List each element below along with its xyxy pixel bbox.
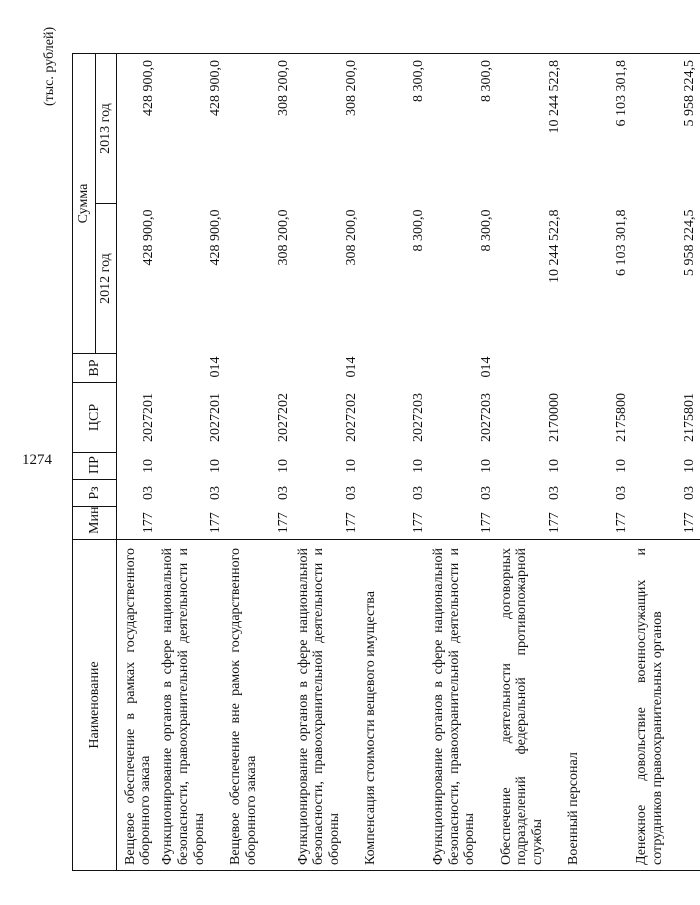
row-min: 177	[564, 507, 632, 540]
row-rz: 03	[682, 486, 698, 500]
row-pr: 10	[411, 459, 427, 473]
row-name: Компенсация стоимости вещевого имущества	[361, 540, 429, 871]
header-pr: ПР	[73, 453, 117, 480]
row-min: 177	[429, 507, 497, 540]
table-row	[226, 54, 294, 871]
row-csr: 2170000	[546, 393, 562, 442]
row-rz: 03	[546, 486, 562, 500]
header-rz: Рз	[73, 480, 117, 507]
row-name: Вещевое обеспечение вне рамок государственного оборонного заказа	[226, 540, 294, 871]
row-min: 177	[226, 507, 294, 540]
row-csr: 2027203	[411, 393, 427, 442]
row-vr	[564, 354, 632, 383]
table-row	[497, 54, 565, 871]
row-rz: 03	[411, 486, 427, 500]
table-row	[429, 54, 497, 871]
row-name: Вещевое обеспечение в рамках государственного оборонного заказа	[116, 540, 158, 871]
row-sum-2013: 5 958 224,5	[632, 54, 700, 204]
row-sum-2012: 428 900,0	[208, 209, 224, 266]
row-sum-2013: 8 300,0	[361, 54, 429, 204]
row-name: Функционирование органов в сфере национальной безопасности, правоохранительной деятельности и обороны	[158, 540, 226, 871]
row-sum-2013: 428 900,0	[116, 54, 158, 204]
row-vr	[116, 354, 158, 383]
row-sum-2012: 6 103 301,8	[614, 209, 630, 276]
row-sum-2012: 5 958 224,5	[682, 209, 698, 276]
unit-note: (тыс. рублей)	[42, 26, 57, 106]
row-sum-2013: 308 200,0	[226, 54, 294, 204]
row-pr: 10	[140, 459, 156, 473]
table-row	[564, 54, 632, 871]
table-row	[116, 54, 158, 871]
row-rz: 03	[343, 486, 359, 500]
row-pr: 10	[682, 459, 698, 473]
table-row	[294, 54, 362, 871]
row-name: Денежное довольствие военнослужащих и сотрудников правоохранительных органов	[632, 540, 700, 871]
row-csr: 2175801	[682, 393, 698, 442]
row-rz: 03	[614, 486, 630, 500]
row-sum-2013: 428 900,0	[158, 54, 226, 204]
row-vr: 014	[208, 356, 224, 378]
header-csr: ЦСР	[73, 383, 117, 453]
row-pr: 10	[343, 459, 359, 473]
header-vr: ВР	[73, 354, 117, 383]
table-row	[632, 54, 700, 871]
row-csr: 2027202	[343, 393, 359, 442]
row-sum-2012: 308 200,0	[343, 209, 359, 266]
header-2013: 2013 год	[96, 54, 117, 204]
row-sum-2012: 8 300,0	[479, 209, 495, 252]
header-sum: Сумма	[73, 54, 96, 354]
row-name: Функционирование органов в сфере национальной безопасности, правоохранительной деятельности и обороны	[429, 540, 497, 871]
row-vr: 014	[479, 356, 495, 378]
row-pr: 10	[208, 459, 224, 473]
row-vr	[632, 354, 700, 383]
row-pr: 10	[479, 459, 495, 473]
row-sum-2012: 428 900,0	[140, 209, 156, 266]
row-csr: 2027201	[140, 393, 156, 442]
header-name: Наименование	[73, 540, 117, 871]
row-pr: 10	[546, 459, 562, 473]
table-row	[361, 54, 429, 871]
row-csr: 2027202	[276, 393, 292, 442]
row-pr: 10	[276, 459, 292, 473]
row-sum-2012: 10 244 522,8	[546, 209, 562, 283]
row-sum-2013: 8 300,0	[429, 54, 497, 204]
page-number: 1274	[22, 452, 52, 468]
row-pr: 10	[614, 459, 630, 473]
row-rz: 03	[140, 486, 156, 500]
row-min: 177	[361, 507, 429, 540]
row-sum-2013: 6 103 301,8	[564, 54, 632, 204]
row-rz: 03	[479, 486, 495, 500]
row-min: 177	[497, 507, 565, 540]
table-row	[158, 54, 226, 871]
table-body	[116, 54, 700, 871]
row-sum-2012: 8 300,0	[411, 209, 427, 252]
row-name: Функционирование органов в сфере национальной безопасности, правоохранительной деятельности и обороны	[294, 540, 362, 871]
row-sum-2012: 308 200,0	[276, 209, 292, 266]
row-rz: 03	[276, 486, 292, 500]
row-vr	[226, 354, 294, 383]
row-sum-2013: 308 200,0	[294, 54, 362, 204]
row-csr: 2027201	[208, 393, 224, 442]
row-rz: 03	[208, 486, 224, 500]
row-vr	[497, 354, 565, 383]
row-vr	[361, 354, 429, 383]
row-name: Обеспечение деятельности договорных подразделений федеральной противопожарной службы	[497, 540, 565, 871]
row-name: Военный персонал	[564, 540, 632, 871]
row-min: 177	[294, 507, 362, 540]
row-min: 177	[116, 507, 158, 540]
table-header	[73, 54, 117, 871]
row-min: 177	[158, 507, 226, 540]
budget-table	[72, 53, 700, 871]
row-csr: 2175800	[614, 393, 630, 442]
row-sum-2013: 10 244 522,8	[497, 54, 565, 204]
row-min: 177	[632, 507, 700, 540]
row-csr: 2027203	[479, 393, 495, 442]
header-2012: 2012 год	[96, 204, 117, 354]
header-min: Мин	[73, 507, 117, 540]
row-vr: 014	[343, 356, 359, 378]
